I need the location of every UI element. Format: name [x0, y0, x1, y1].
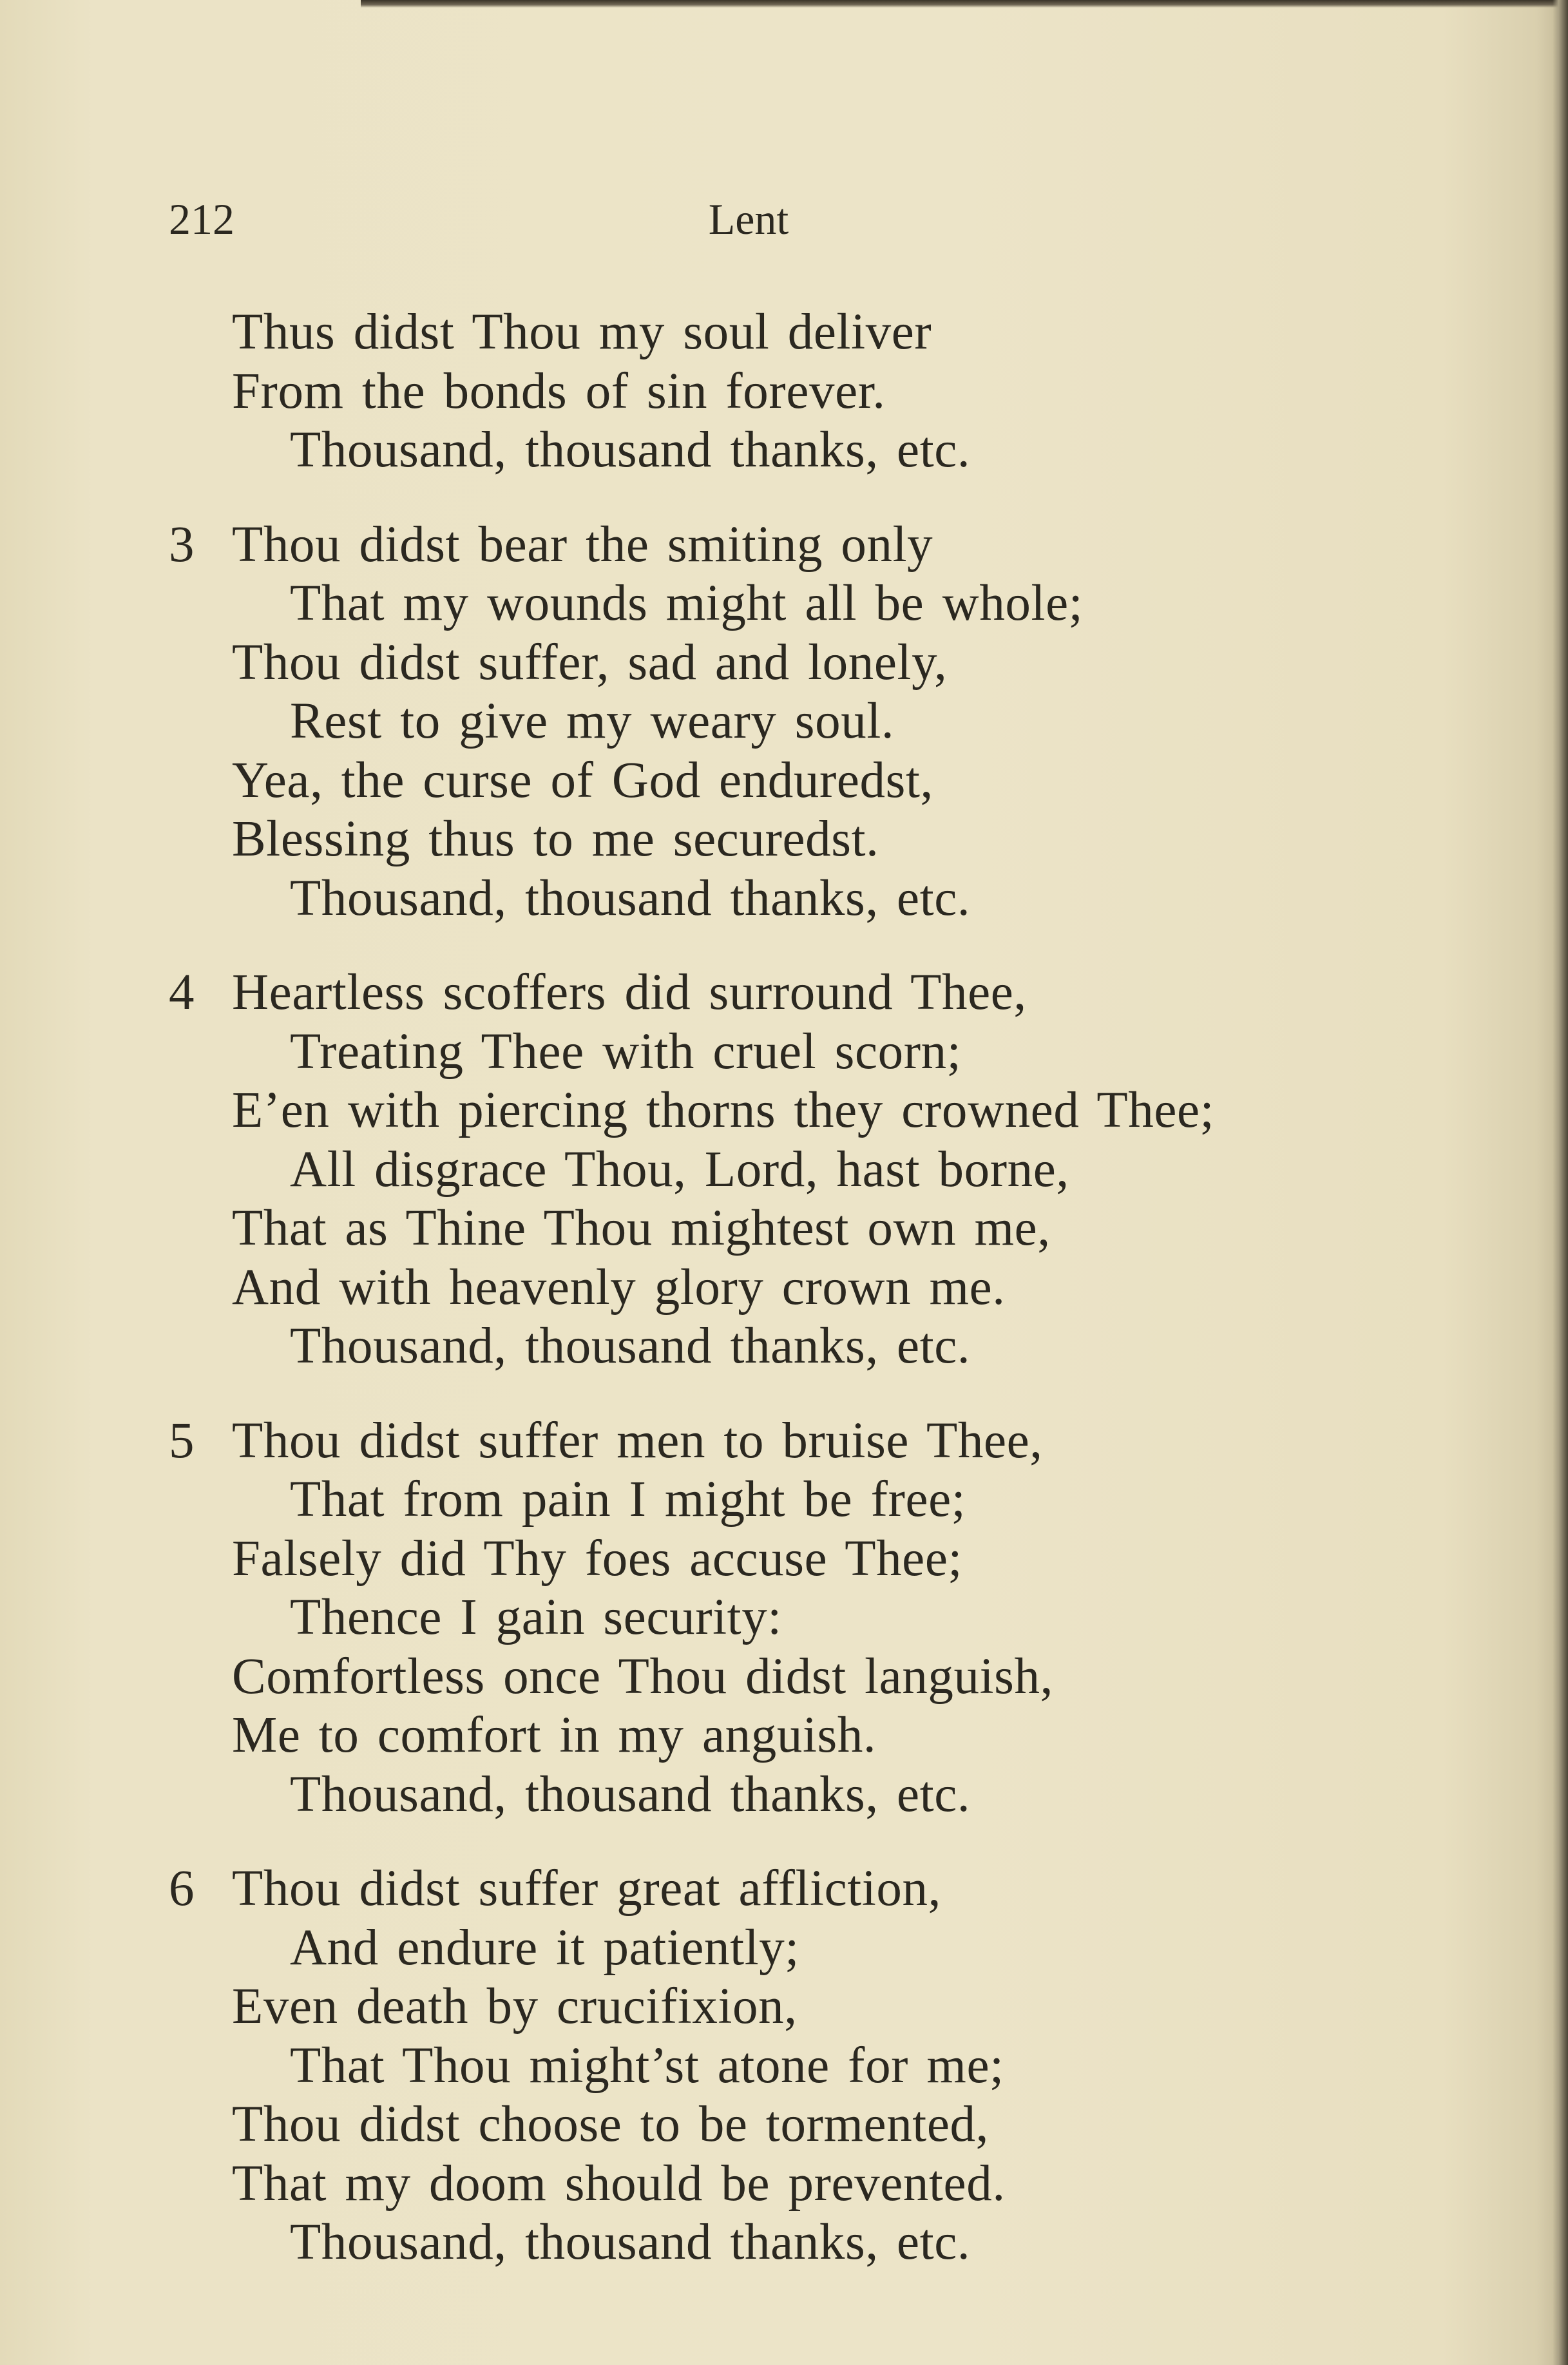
verse-line-indented: Thousand, thousand thanks, etc. [290, 870, 971, 926]
verse-line: From the bonds of sin forever. [232, 363, 886, 419]
verse-line: That as Thine Thou mightest own me, [232, 1200, 1051, 1256]
verse-line: Thus didst Thou my soul deliver [232, 304, 932, 360]
verse-line: Thou didst bear the smiting only [232, 516, 933, 573]
verse-line-indented: Thence I gain security: [290, 1589, 782, 1645]
verse-line-indented: Rest to give my weary soul. [290, 693, 895, 749]
verse-line: Thou didst suffer men to bruise Thee, [232, 1412, 1043, 1469]
stanza [169, 303, 1457, 480]
page-header [169, 187, 1109, 251]
verse-line-indented: Thousand, thousand thanks, etc. [290, 422, 971, 478]
page-gutter-shadow [1553, 0, 1568, 2365]
stanza [169, 1412, 1457, 1824]
running-title: Lent [708, 195, 789, 244]
verse-line: Yea, the curse of God enduredst, [232, 752, 933, 809]
stanza-number: 5 [169, 1412, 195, 1469]
verse-line: Me to comfort in my anguish. [232, 1707, 877, 1763]
verse-line-indented: Treating Thee with cruel scorn; [290, 1023, 962, 1080]
verse-line: Even death by crucifixion, [232, 1978, 798, 2035]
verse-line: E’en with piercing thorns they crowned Thee; [232, 1082, 1215, 1138]
verse-line-indented: All disgrace Thou, Lord, hast borne, [290, 1141, 1069, 1198]
stanza-number: 4 [169, 964, 195, 1020]
verse-line-indented: And endure it patiently; [290, 1919, 799, 1976]
stanza [169, 1859, 1457, 2272]
stanza-number: 6 [169, 1861, 195, 1917]
verse-line: Comfortless once Thou didst languish, [232, 1648, 1053, 1705]
verse-line: And with heavenly glory crown me. [232, 1259, 1006, 1316]
page-top-shadow [361, 0, 1568, 8]
stanza [169, 515, 1457, 928]
verse-line: Falsely did Thy foes accuse Thee; [232, 1530, 963, 1587]
verse-line: Blessing thus to me securedst. [232, 811, 879, 867]
stanza [169, 963, 1457, 1376]
verse-line: That my doom should be prevented. [232, 2155, 1006, 2212]
verse-line: Heartless scoffers did surround Thee, [232, 964, 1027, 1020]
stanza-number: 3 [169, 516, 195, 573]
verse-line-indented: That my wounds might all be whole; [290, 575, 1084, 631]
verse-line: Thou didst suffer great affliction, [232, 1861, 941, 1917]
verse-line-indented: Thousand, thousand thanks, etc. [290, 1318, 971, 1374]
verse-line-indented: That from pain I might be free; [290, 1471, 966, 1527]
verse-line-indented: Thousand, thousand thanks, etc. [290, 1766, 971, 1823]
verse-line-indented: Thousand, thousand thanks, etc. [290, 2214, 971, 2270]
hymn-text [169, 303, 1457, 2308]
page-number: 212 [169, 195, 234, 244]
verse-line: Thou didst choose to be tormented, [232, 2096, 989, 2152]
verse-line: Thou didst suffer, sad and lonely, [232, 634, 948, 691]
verse-line-indented: That Thou might’st atone for me; [290, 2037, 1004, 2094]
